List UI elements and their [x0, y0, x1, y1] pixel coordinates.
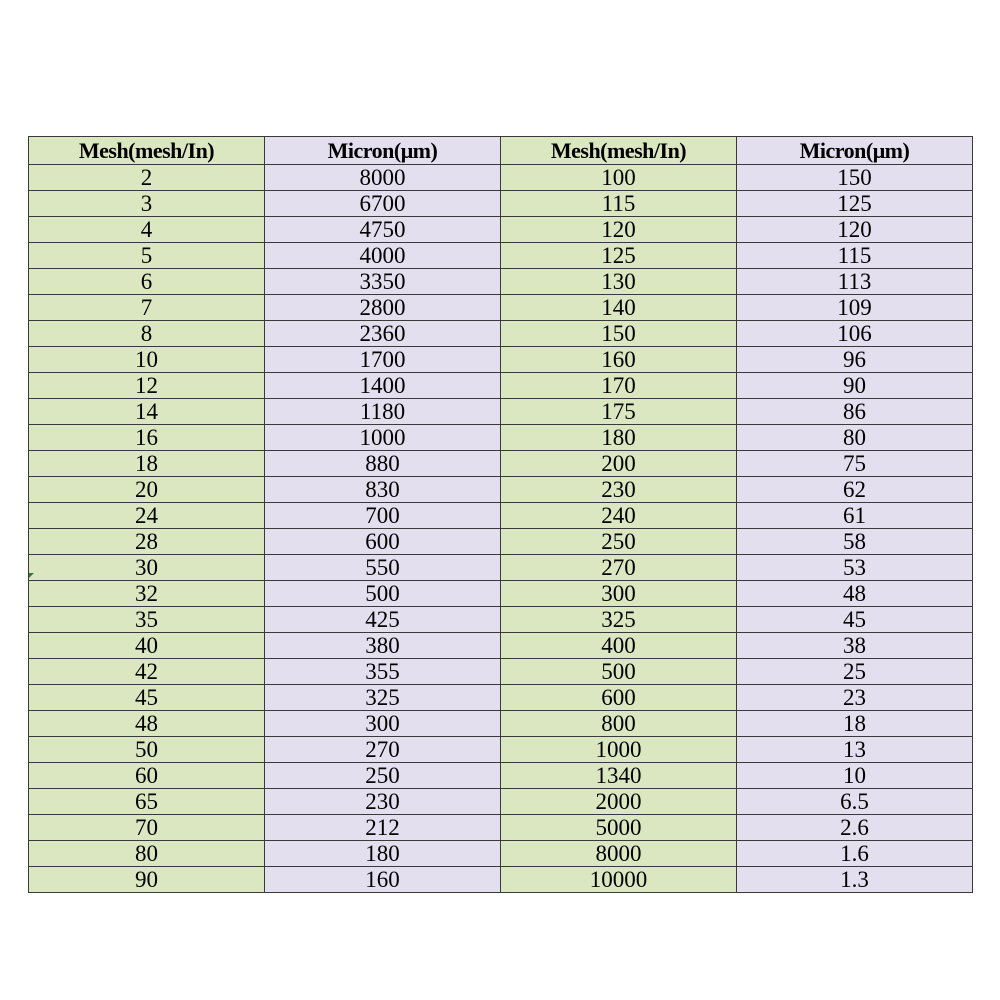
- cell-micron-right[interactable]: 1.3: [737, 867, 973, 893]
- header-mesh-left[interactable]: Mesh(mesh/In): [29, 137, 265, 165]
- cell-micron-left[interactable]: 4750: [265, 217, 501, 243]
- cell-mesh-right[interactable]: 250: [501, 529, 737, 555]
- cell-micron-right[interactable]: 96: [737, 347, 973, 373]
- cell-micron-left[interactable]: 180: [265, 841, 501, 867]
- header-mesh-right[interactable]: Mesh(mesh/In): [501, 137, 737, 165]
- cell-micron-left[interactable]: 2360: [265, 321, 501, 347]
- table-row: [29, 815, 973, 841]
- cell-micron-left[interactable]: 4000: [265, 243, 501, 269]
- cell-mesh-right[interactable]: 240: [501, 503, 737, 529]
- cell-mesh-right[interactable]: 140: [501, 295, 737, 321]
- cell-micron-right[interactable]: 45: [737, 607, 973, 633]
- table-row: [29, 347, 973, 373]
- table-row: [29, 321, 973, 347]
- table-row: [29, 503, 973, 529]
- cell-mesh-right[interactable]: 160: [501, 347, 737, 373]
- cell-mesh-right[interactable]: 130: [501, 269, 737, 295]
- cell-micron-right[interactable]: 23: [737, 685, 973, 711]
- cell-mesh-left[interactable]: 60: [29, 763, 265, 789]
- cell-mesh-left[interactable]: 4: [29, 217, 265, 243]
- cell-micron-left[interactable]: 160: [265, 867, 501, 893]
- cell-micron-left[interactable]: 500: [265, 581, 501, 607]
- table-row: [29, 633, 973, 659]
- cell-mesh-left[interactable]: 16: [29, 425, 265, 451]
- cell-micron-right[interactable]: 115: [737, 243, 973, 269]
- cell-micron-left[interactable]: 1400: [265, 373, 501, 399]
- cell-micron-left[interactable]: 700: [265, 503, 501, 529]
- table-row: [29, 789, 973, 815]
- cell-mesh-right[interactable]: 170: [501, 373, 737, 399]
- table-row: [29, 243, 973, 269]
- table-row: [29, 451, 973, 477]
- cell-mesh-right[interactable]: 800: [501, 711, 737, 737]
- cell-micron-left[interactable]: 550: [265, 555, 501, 581]
- cell-mesh-left[interactable]: 32: [29, 581, 265, 607]
- cell-micron-left[interactable]: 2800: [265, 295, 501, 321]
- cell-mesh-left[interactable]: 7: [29, 295, 265, 321]
- cell-mesh-left[interactable]: 14: [29, 399, 265, 425]
- cell-micron-right[interactable]: 53: [737, 555, 973, 581]
- cell-micron-right[interactable]: 86: [737, 399, 973, 425]
- cell-micron-left[interactable]: 230: [265, 789, 501, 815]
- cell-micron-right[interactable]: 1.6: [737, 841, 973, 867]
- table-row: [29, 165, 973, 191]
- cell-micron-left[interactable]: 600: [265, 529, 501, 555]
- cell-mesh-left[interactable]: 45: [29, 685, 265, 711]
- cell-mesh-right[interactable]: 115: [501, 191, 737, 217]
- cell-micron-right[interactable]: 10: [737, 763, 973, 789]
- cell-micron-left[interactable]: 212: [265, 815, 501, 841]
- cell-micron-right[interactable]: 106: [737, 321, 973, 347]
- table-row: [29, 555, 973, 581]
- cell-micron-left[interactable]: 1000: [265, 425, 501, 451]
- cell-mesh-right[interactable]: 2000: [501, 789, 737, 815]
- cell-mesh-right[interactable]: 5000: [501, 815, 737, 841]
- cell-mesh-left[interactable]: 2: [29, 165, 265, 191]
- cell-mesh-right[interactable]: 100: [501, 165, 737, 191]
- cell-mesh-right[interactable]: 200: [501, 451, 737, 477]
- table-row: [29, 477, 973, 503]
- cell-micron-right[interactable]: 113: [737, 269, 973, 295]
- cell-micron-right[interactable]: 90: [737, 373, 973, 399]
- cell-mesh-left[interactable]: 8: [29, 321, 265, 347]
- table-row: [29, 867, 973, 893]
- cell-micron-right[interactable]: 80: [737, 425, 973, 451]
- cell-mesh-left[interactable]: 70: [29, 815, 265, 841]
- cell-mesh-right[interactable]: 1340: [501, 763, 737, 789]
- cell-mesh-left[interactable]: 12: [29, 373, 265, 399]
- cell-micron-left[interactable]: 830: [265, 477, 501, 503]
- table-row: [29, 269, 973, 295]
- cell-mesh-left[interactable]: 40: [29, 633, 265, 659]
- cell-micron-right[interactable]: 125: [737, 191, 973, 217]
- cell-micron-right[interactable]: 13: [737, 737, 973, 763]
- cell-micron-right[interactable]: 58: [737, 529, 973, 555]
- mesh-micron-table: [28, 136, 973, 893]
- cell-micron-right[interactable]: 25: [737, 659, 973, 685]
- cell-micron-left[interactable]: 325: [265, 685, 501, 711]
- table-row: [29, 685, 973, 711]
- cell-mesh-right[interactable]: 500: [501, 659, 737, 685]
- cell-marker-icon: [29, 573, 34, 578]
- table-row: [29, 425, 973, 451]
- cell-mesh-left[interactable]: 80: [29, 841, 265, 867]
- cell-mesh-left[interactable]: 20: [29, 477, 265, 503]
- table-row: [29, 529, 973, 555]
- cell-mesh-right[interactable]: 120: [501, 217, 737, 243]
- cell-micron-right[interactable]: 6.5: [737, 789, 973, 815]
- table-row: [29, 399, 973, 425]
- cell-micron-left[interactable]: 270: [265, 737, 501, 763]
- cell-micron-right[interactable]: 38: [737, 633, 973, 659]
- cell-mesh-left[interactable]: 50: [29, 737, 265, 763]
- table-row: [29, 295, 973, 321]
- cell-mesh-right[interactable]: 10000: [501, 867, 737, 893]
- cell-micron-right[interactable]: 62: [737, 477, 973, 503]
- cell-mesh-right[interactable]: 1000: [501, 737, 737, 763]
- table-body: [29, 165, 973, 893]
- cell-micron-right[interactable]: 109: [737, 295, 973, 321]
- table-row: [29, 711, 973, 737]
- cell-micron-right[interactable]: 120: [737, 217, 973, 243]
- table-row: [29, 841, 973, 867]
- cell-micron-left[interactable]: 355: [265, 659, 501, 685]
- cell-mesh-right[interactable]: 270: [501, 555, 737, 581]
- cell-mesh-left[interactable]: 35: [29, 607, 265, 633]
- table-row: [29, 737, 973, 763]
- cell-mesh-left[interactable]: 6: [29, 269, 265, 295]
- cell-micron-left[interactable]: 425: [265, 607, 501, 633]
- cell-micron-right[interactable]: 2.6: [737, 815, 973, 841]
- cell-mesh-right[interactable]: 400: [501, 633, 737, 659]
- table-row: [29, 607, 973, 633]
- table-header: [29, 137, 973, 165]
- table-row: [29, 763, 973, 789]
- cell-micron-right[interactable]: 18: [737, 711, 973, 737]
- cell-micron-left[interactable]: 300: [265, 711, 501, 737]
- header-micron-right[interactable]: Micron(μm): [737, 137, 973, 165]
- cell-micron-left[interactable]: 6700: [265, 191, 501, 217]
- cell-mesh-right[interactable]: 180: [501, 425, 737, 451]
- table-row: [29, 191, 973, 217]
- cell-micron-right[interactable]: 61: [737, 503, 973, 529]
- table-row: [29, 217, 973, 243]
- cell-mesh-right[interactable]: 150: [501, 321, 737, 347]
- cell-mesh-right[interactable]: 230: [501, 477, 737, 503]
- cell-mesh-right[interactable]: 175: [501, 399, 737, 425]
- header-micron-left[interactable]: Micron(μm): [265, 137, 501, 165]
- cell-mesh-right[interactable]: 8000: [501, 841, 737, 867]
- cell-mesh-left[interactable]: 48: [29, 711, 265, 737]
- cell-mesh-right[interactable]: 600: [501, 685, 737, 711]
- cell-micron-left[interactable]: 250: [265, 763, 501, 789]
- cell-micron-right[interactable]: 48: [737, 581, 973, 607]
- table-row: [29, 581, 973, 607]
- cell-micron-left[interactable]: 880: [265, 451, 501, 477]
- cell-mesh-left[interactable]: 24: [29, 503, 265, 529]
- header-row: [29, 137, 973, 165]
- cell-micron-left[interactable]: 1700: [265, 347, 501, 373]
- cell-mesh-left[interactable]: 3: [29, 191, 265, 217]
- cell-micron-right[interactable]: 150: [737, 165, 973, 191]
- cell-micron-right[interactable]: 75: [737, 451, 973, 477]
- cell-micron-left[interactable]: 3350: [265, 269, 501, 295]
- cell-mesh-right[interactable]: 125: [501, 243, 737, 269]
- table-row: [29, 659, 973, 685]
- cell-mesh-left[interactable]: 5: [29, 243, 265, 269]
- cell-mesh-right[interactable]: 300: [501, 581, 737, 607]
- cell-mesh-left[interactable]: 65: [29, 789, 265, 815]
- cell-micron-left[interactable]: 8000: [265, 165, 501, 191]
- cell-mesh-right[interactable]: 325: [501, 607, 737, 633]
- cell-mesh-left[interactable]: 10: [29, 347, 265, 373]
- cell-micron-left[interactable]: 1180: [265, 399, 501, 425]
- cell-mesh-left[interactable]: 28: [29, 529, 265, 555]
- cell-micron-left[interactable]: 380: [265, 633, 501, 659]
- table-row: [29, 373, 973, 399]
- cell-mesh-left[interactable]: 18: [29, 451, 265, 477]
- cell-mesh-left[interactable]: 30: [29, 555, 265, 581]
- cell-mesh-left[interactable]: 42: [29, 659, 265, 685]
- cell-mesh-left[interactable]: 90: [29, 867, 265, 893]
